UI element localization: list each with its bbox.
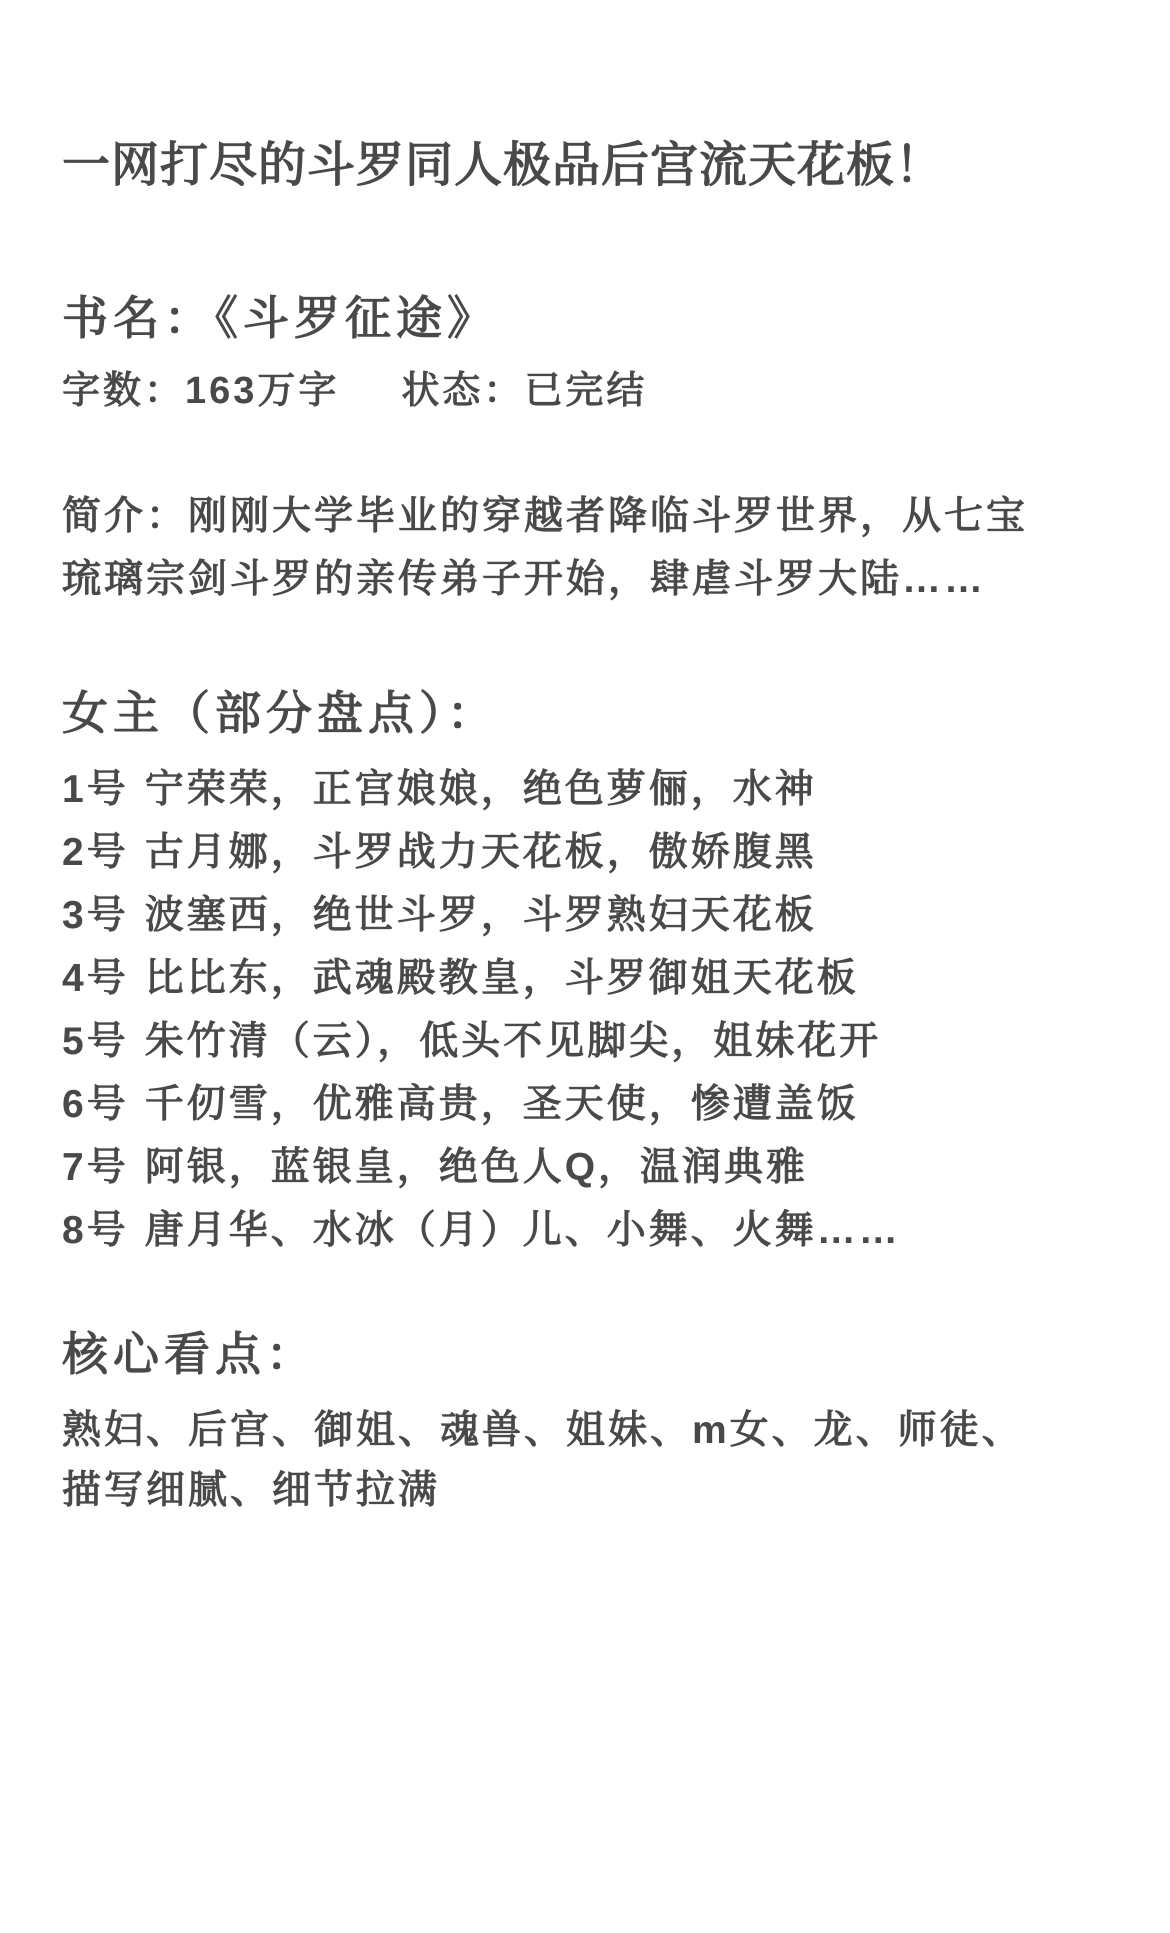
heroine-desc: 比比东，武魂殿教皇，斗罗御姐天花板 [144,957,859,1000]
heroine-desc: 宁荣荣，正宫娘娘，绝色萝俪，水神 [144,768,817,811]
heroine-number: 2号 [62,831,129,874]
synopsis: 简介：刚刚大学毕业的穿越者降临斗罗世界，从七宝琉璃宗剑斗罗的亲传弟子开始，肆虐斗罗大陆…… [62,495,1029,601]
heroine-item [62,884,1110,947]
heroine-item [62,1010,1110,1073]
status: 状态：已完结 [401,370,648,412]
heroine-desc: 古月娜，斗罗战力天花板，傲娇腹黑 [144,831,817,874]
heroine-item [62,1136,1110,1199]
heroine-item [62,1199,1110,1262]
heroine-number: 7号 [62,1146,129,1189]
highlights-text: 熟妇、后宫、御姐、魂兽、姐妹、m女、龙、师徒、描写细腻、细节拉满 [62,1409,1024,1512]
book-title-line: 书名：《斗罗征途》 [62,292,498,344]
highlights-heading: 核心看点： [62,1328,317,1380]
heroine-item [62,1073,1110,1136]
heroine-number: 5号 [62,1020,129,1063]
heroine-item [62,758,1110,821]
heroine-desc: 唐月华、水冰（月）儿、小舞、火舞…… [144,1209,901,1252]
heroine-item [62,821,1110,884]
heroines-heading: 女主（部分盘点）： [62,687,498,739]
post-title: 一网打尽的斗罗同人极品后宫流天花板！ [62,139,945,192]
heroine-desc: 阿银，蓝银皇，绝色人Q，温润典雅 [144,1146,809,1189]
heroines-list [62,758,1110,1262]
heroine-number: 8号 [62,1209,129,1252]
word-count: 字数：163万字 [62,370,340,412]
heroine-item [62,947,1110,1010]
heroine-number: 4号 [62,957,129,1000]
heroine-number: 3号 [62,894,129,937]
heroine-desc: 朱竹清（云），低头不见脚尖，姐妹花开 [144,1020,882,1063]
heroine-desc: 波塞西，绝世斗罗，斗罗熟妇天花板 [144,894,817,937]
heroine-number: 6号 [62,1083,129,1126]
book-meta [62,367,1110,415]
heroine-number: 1号 [62,768,129,811]
heroine-desc: 千仞雪，优雅高贵，圣天使，惨遭盖饭 [144,1083,859,1126]
